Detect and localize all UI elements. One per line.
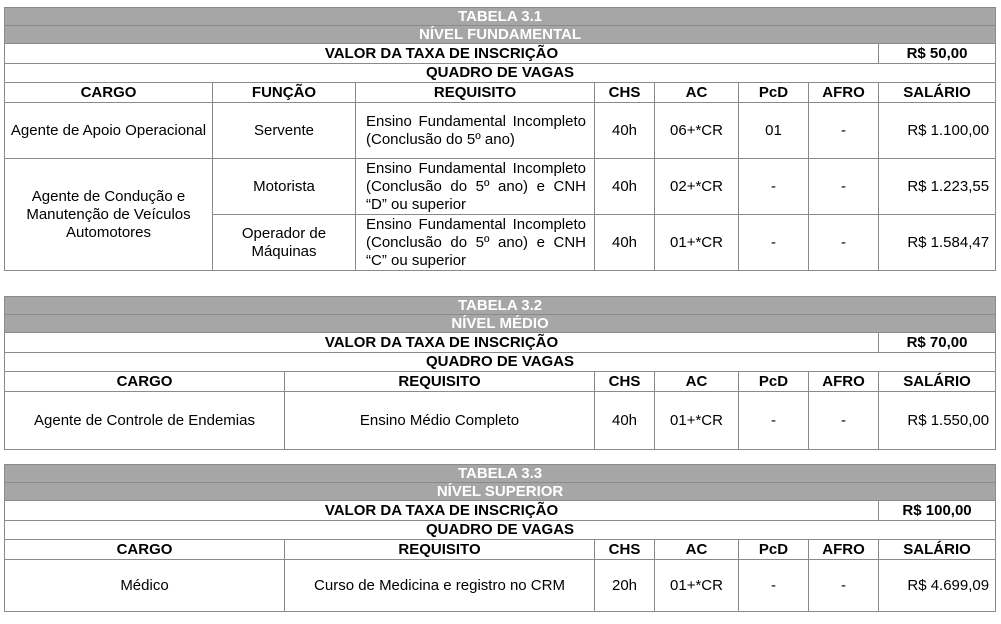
fee-value: R$ 100,00 [879,501,996,521]
table-row [5,103,996,159]
pcd-cell: - [739,215,809,271]
header-cargo: CARGO [5,83,213,103]
header-ac: AC [655,83,739,103]
pcd-cell: 01 [739,103,809,159]
section-title: QUADRO DE VAGAS [5,64,996,83]
chs-cell: 20h [595,560,655,612]
salario-cell: R$ 4.699,09 [879,560,996,612]
afro-cell: - [809,159,879,215]
cargo-cell: Médico [5,560,285,612]
table-nivel-fundamental [4,7,996,271]
ac-cell: 01+*CR [655,560,739,612]
cargo-cell: Agente de Controle de Endemias [5,392,285,450]
section-title: QUADRO DE VAGAS [5,521,996,540]
fee-label: VALOR DA TAXA DE INSCRIÇÃO [5,44,879,64]
salario-cell: R$ 1.100,00 [879,103,996,159]
header-salario: SALÁRIO [879,372,996,392]
funcao-cell: Motorista [213,159,356,215]
afro-cell: - [809,215,879,271]
table-nivel-medio [4,296,996,450]
fee-label: VALOR DA TAXA DE INSCRIÇÃO [5,333,879,353]
ac-cell: 06+*CR [655,103,739,159]
table-level: NÍVEL MÉDIO [5,315,996,333]
pcd-cell: - [739,159,809,215]
cargo-cell: Agente de Condução e Manutenção de Veículos Automotores [5,159,213,271]
header-row [5,83,996,103]
salario-cell: R$ 1.223,55 [879,159,996,215]
header-cargo: CARGO [5,372,285,392]
funcao-cell: Servente [213,103,356,159]
afro-cell: - [809,560,879,612]
table-row [5,392,996,450]
funcao-cell: Operador de Máquinas [213,215,356,271]
fee-value: R$ 50,00 [879,44,996,64]
header-afro: AFRO [809,540,879,560]
requisito-cell: Ensino Médio Completo [285,392,595,450]
table-level: NÍVEL FUNDAMENTAL [5,26,996,44]
afro-cell: - [809,392,879,450]
requisito-cell: Ensino Fundamental Incompleto (Conclusão do 5º ano) e CNH “C” ou superior [356,215,595,271]
salario-cell: R$ 1.584,47 [879,215,996,271]
header-ac: AC [655,540,739,560]
requisito-cell: Ensino Fundamental Incompleto (Conclusão do 5º ano) [356,103,595,159]
table-row [5,159,996,215]
header-ac: AC [655,372,739,392]
header-requisito: REQUISITO [356,83,595,103]
pcd-cell: - [739,560,809,612]
header-requisito: REQUISITO [285,372,595,392]
cargo-cell: Agente de Apoio Operacional [5,103,213,159]
header-pcd: PcD [739,372,809,392]
requisito-cell: Curso de Medicina e registro no CRM [285,560,595,612]
header-pcd: PcD [739,540,809,560]
section-title: QUADRO DE VAGAS [5,353,996,372]
header-chs: CHS [595,372,655,392]
fee-value: R$ 70,00 [879,333,996,353]
header-afro: AFRO [809,83,879,103]
header-pcd: PcD [739,83,809,103]
table-level: NÍVEL SUPERIOR [5,483,996,501]
ac-cell: 01+*CR [655,392,739,450]
header-afro: AFRO [809,372,879,392]
table-nivel-superior [4,464,996,612]
table-title: TABELA 3.1 [5,8,996,26]
header-salario: SALÁRIO [879,540,996,560]
fee-label: VALOR DA TAXA DE INSCRIÇÃO [5,501,879,521]
chs-cell: 40h [595,159,655,215]
requisito-cell: Ensino Fundamental Incompleto (Conclusão do 5º ano) e CNH “D” ou superior [356,159,595,215]
table-row [5,560,996,612]
chs-cell: 40h [595,215,655,271]
header-cargo: CARGO [5,540,285,560]
afro-cell: - [809,103,879,159]
header-row [5,540,996,560]
ac-cell: 02+*CR [655,159,739,215]
header-requisito: REQUISITO [285,540,595,560]
table-title: TABELA 3.2 [5,297,996,315]
header-row [5,372,996,392]
header-chs: CHS [595,83,655,103]
header-chs: CHS [595,540,655,560]
chs-cell: 40h [595,103,655,159]
header-salario: SALÁRIO [879,83,996,103]
ac-cell: 01+*CR [655,215,739,271]
salario-cell: R$ 1.550,00 [879,392,996,450]
pcd-cell: - [739,392,809,450]
chs-cell: 40h [595,392,655,450]
table-title: TABELA 3.3 [5,465,996,483]
header-funcao: FUNÇÃO [213,83,356,103]
